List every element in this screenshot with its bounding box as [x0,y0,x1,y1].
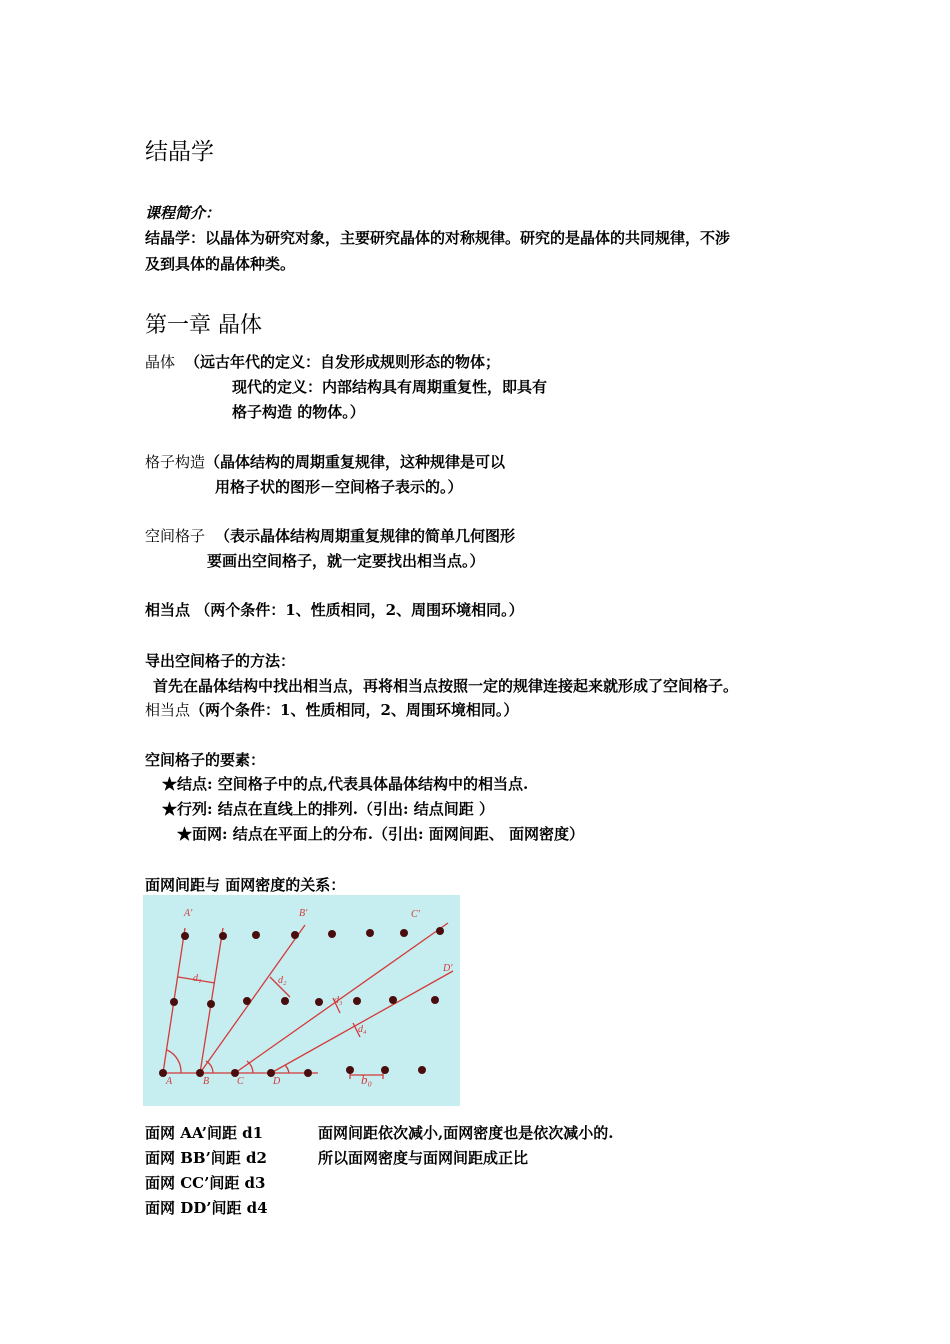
element-item-node: ★结点: 空间格子中的点,代表具体晶体结构中的相当点. [162,775,529,793]
label-C-prime: C' [411,909,420,920]
node [431,996,439,1004]
space-lattice-def-2: 要画出空间格子，就一定要找出相当点。） [207,552,485,570]
lattice-structure-line-1 [145,452,505,472]
crystal-def-3: 格子构造 的物体。） [232,403,365,421]
node [400,929,408,937]
label-d3: d₃ [334,995,343,1006]
node [291,931,299,939]
method-heading: 导出空间格子的方法： [145,652,296,670]
relation-heading: 面网间距与 面网密度的关系： [145,876,346,894]
label-D-prime: D' [443,963,453,974]
node [328,930,336,938]
node [252,931,260,939]
elements-heading: 空间格子的要素： [145,751,266,769]
method-term: 相当点 [145,701,191,719]
label-d4: d₄ [358,1024,367,1035]
method-conditions: （两个条件：1、性质相同，2、周围环境相同。） [190,701,519,719]
lattice-structure-def-2: 用格子状的图形－空间格子表示的。） [215,478,463,496]
method-line-1: 首先在晶体结构中找出相当点，再将相当点按照一定的规律连接起来就形成了空间格子。 [153,677,739,695]
node [346,1066,354,1074]
node [418,1066,426,1074]
element-item-row: ★行列: 结点在直线上的排列.（引出: 结点间距 ） [162,800,494,818]
conclusion-line-2: 所以面网密度与面网间距成正比 [318,1149,529,1167]
node [243,997,251,1005]
conclusion-line-1: 面网间距依次减小,面网密度也是依次减小的. [318,1124,614,1142]
spacing-d4: 面网 DD’间距 d4 [145,1199,268,1217]
node [315,998,323,1006]
equivalent-point-line: 相当点 （两个条件：1、性质相同，2、周围环境相同。） [145,601,524,619]
node [219,932,227,940]
diagram-background [143,895,460,1106]
label-d2: d₂ [278,975,287,986]
node [366,929,374,937]
node [181,932,189,940]
label-C: C [237,1076,244,1087]
document-title: 结晶学 [145,139,214,165]
lattice-structure-def-1: （晶体结构的周期重复规律，这种规律是可以 [205,453,506,471]
spacing-d1: 面网 AA’间距 d1 [145,1124,264,1142]
label-A-prime: A' [184,908,193,919]
space-lattice-term: 空间格子 [145,527,206,545]
method-line-2 [145,700,518,720]
element-item-net: ★面网: 结点在平面上的分布.（引出: 面网间距、 面网密度） [177,825,584,843]
crystal-term: 晶体 [145,353,176,371]
intro-heading: 课程简介： [145,204,221,222]
node [436,927,444,935]
intro-line-1: 结晶学：以晶体为研究对象，主要研究晶体的对称规律。研究的是晶体的共同规律，不涉 [145,229,731,247]
crystal-def-2: 现代的定义：内部结构具有周期重复性，即具有 [232,378,548,396]
label-A: A [166,1076,173,1087]
label-d1: d₁ [193,973,202,984]
space-lattice-line-1 [145,526,515,546]
node [304,1069,312,1077]
label-B: B [203,1076,210,1087]
lattice-plane-svg [143,895,460,1106]
node [381,1066,389,1074]
intro-line-2: 及到具体的晶体种类。 [145,255,296,273]
label-D: D [273,1076,281,1087]
lattice-structure-term: 格子构造 [145,453,206,471]
node [170,998,178,1006]
label-b0: b₀ [361,1072,373,1087]
space-lattice-def-1: （表示晶体结构周期重复规律的简单几何图形 [215,527,516,545]
node [353,997,361,1005]
crystal-def-1: （远古年代的定义：自发形成规则形态的物体； [185,353,501,371]
spacing-d2: 面网 BB’间距 d2 [145,1149,267,1167]
lattice-plane-diagram [143,895,460,1106]
chapter-title: 第一章 晶体 [145,313,262,338]
crystal-line-1 [145,352,500,372]
spacing-d3: 面网 CC’间距 d3 [145,1174,266,1192]
node [281,997,289,1005]
node [207,1000,215,1008]
node [389,996,397,1004]
label-B-prime: B' [299,908,308,919]
